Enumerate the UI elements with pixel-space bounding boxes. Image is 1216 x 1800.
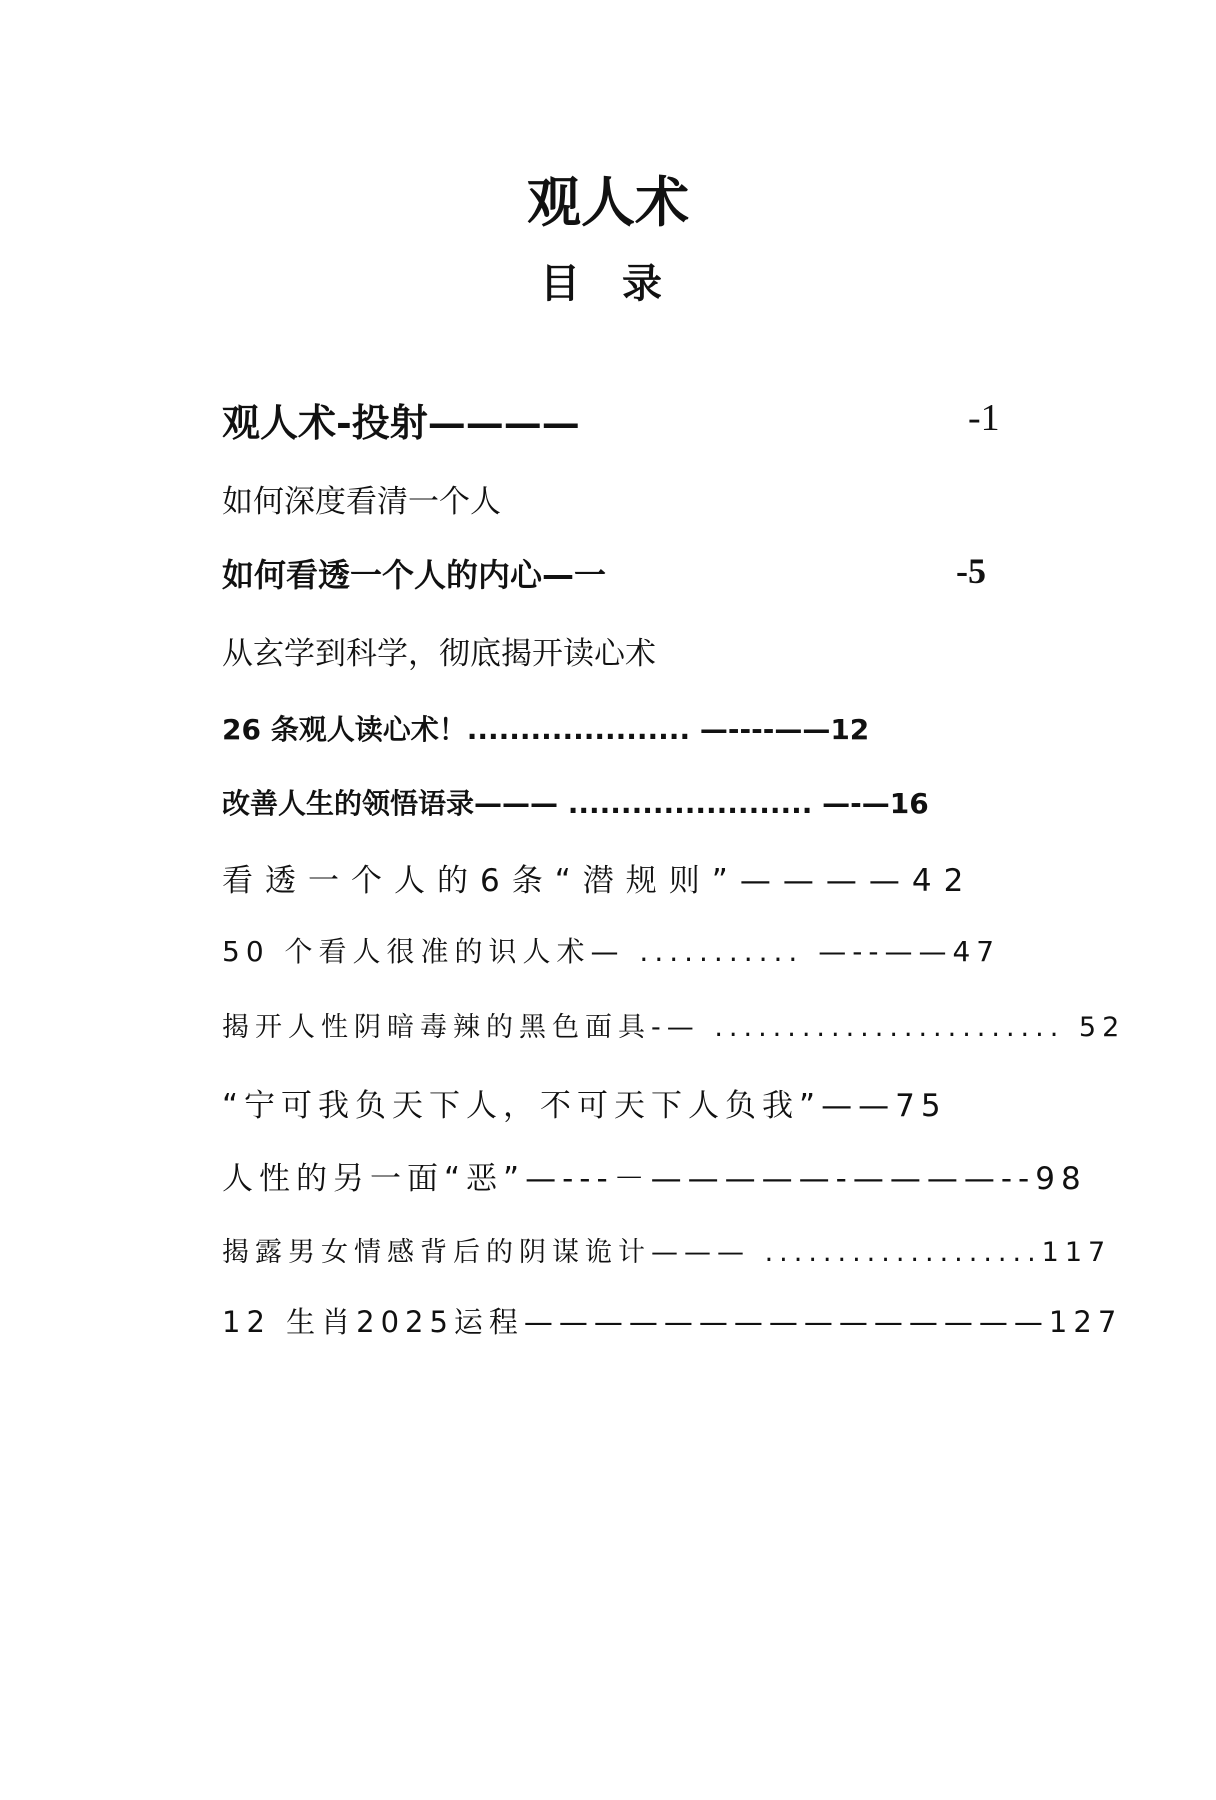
toc-entry-title: 如何看透一个人的内心—一: [222, 556, 607, 594]
toc-entry-page: -1: [968, 397, 1000, 439]
toc-entry: 50 个看人很准的识人术— ........... —--——47: [222, 935, 1001, 968]
toc-entry: 揭露男女情感背后的阴谋诡计——— ...................117: [222, 1237, 1112, 1268]
toc-entry: “宁可我负天下人，不可天下人负我”——75: [222, 1088, 947, 1124]
toc-heading: 目 录: [540, 260, 676, 307]
toc-entry-page: -5: [956, 551, 986, 591]
toc-entry: 26 条观人读心术！..................... —----——12: [222, 713, 870, 746]
toc-entry-title: 观人术-投射————: [222, 400, 580, 445]
toc-entry-subtitle: 从玄学到科学，彻底揭开读心术: [222, 636, 656, 672]
toc-entry: 改善人生的领悟语录——— ....................... —-—16: [222, 787, 929, 820]
toc-entry: 12 生肖2025运程———————————————127: [222, 1305, 1123, 1339]
toc-entry: 揭开人性阴暗毒辣的黑色面具-— ........................ 52: [222, 1012, 1126, 1043]
toc-entry: 人性的另一面“恶”—---－—————-————--98: [222, 1161, 1087, 1197]
toc-entry-subtitle: 如何深度看清一个人: [222, 484, 501, 520]
document-title: 观人术: [527, 170, 689, 234]
toc-entry: 看透一个人的6条“潜规则”————42: [222, 863, 976, 899]
